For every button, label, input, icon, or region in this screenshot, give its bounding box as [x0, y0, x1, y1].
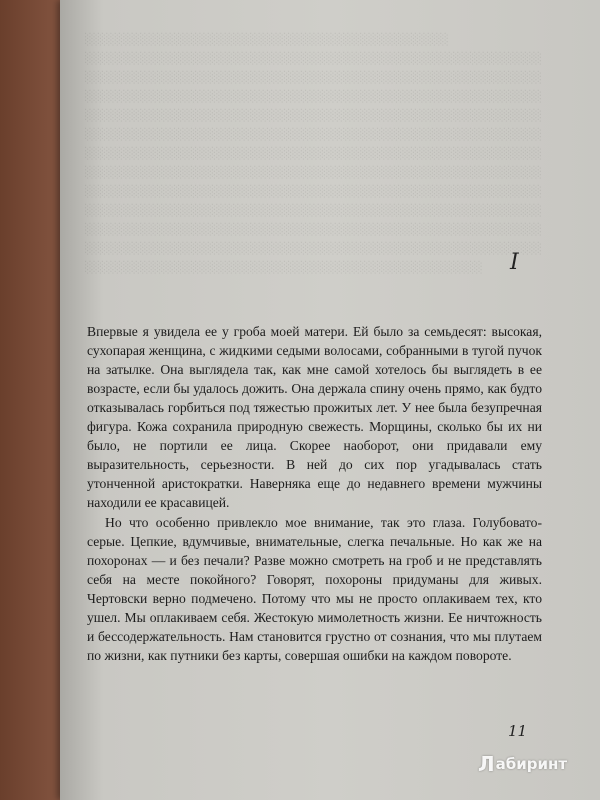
watermark-text: абиринт — [495, 755, 568, 773]
labirint-logo-icon: Л — [478, 752, 495, 776]
chapter-number: I — [510, 250, 519, 275]
body-text — [87, 322, 542, 665]
paragraph-2: Но что особенно привлекло мое внимание, так это глаза. Голубовато-серые. Цепкие, вдумчивые, внимательные, слегка печальные. Но как же на похоронах — и без печали? Разве можно смотреть на гроб и не представлять себя на месте покойного? Говорят, похороны придуманы для живых. Чертовски верно подмечено. Потому что мы не просто оплакиваем тех, кто ушел. Мы оплакиваем себя. Жестокую мимолетность жизни. Ее ничтожность и бессодержательность. Нам становится грустно от сознания, что мы плутаем по жизни, как путники без карты, совершая ошибки на каждом повороте. — [87, 515, 542, 663]
page-number: 11 — [508, 722, 528, 740]
labirint-watermark — [478, 752, 567, 776]
paragraph-1: Впервые я увидела ее у гроба моей матери. Ей было за семьдесят: высокая, сухопарая женщина, с жидкими седыми волосами, собранными в тугой пучок на затылке. Она выглядела так, как мне самой хотелось бы выглядеть в ее возрасте, если бы удалось дожить. Она держала спину очень прямо, как будто отказывалась горбиться под тяжестью прожитых лет. У нее была безупречная фигура. Кожа сохранила природную свежесть. Морщины, сколько бы их ни было, не портили ее лица. Скорее наоборот, они придавали ему выразительность, серьезности. В ней до сих пор угадывалась стать утонченной аристократки. Наверняка еще до недавнего времени мужчины находили ее красавицей. — [87, 324, 542, 510]
bleed-through-text: ░░░░░░░░░░░░░░░░░░░░░░░░░░░░░░░░░░░░░░░░░░░ ░░░░░░░░░░░░░░░░░░░░░░░░░░░░░░░░░░░░░░░░░░░░░░░░░░░░░░ ░░░░░░░░░░░░░░░░░░░░░░░░░░░░░░░░░░░░░░░░░░░░░░░░░░░░░░ ░░░░░░░░░░░░░░░░░░░░░░░░░░░░░░░░░░░░░░░░░░░░░░░░░░░░░░ ░░░░░░░░░░░░░░░░░░░░░░░░░░░░░░░░░░░░░░░░░░░░░░░░░░░░░░ ░░░░░░░░░░░░░░░░░░░░░░░░░░░░░░░░░░░░░░░░░░░░░░░░░░░░░░ ░░░░░░░░░░░░░░░░░░░░░░░░░░░░░░░░░░░░░░░░░░░░░░░░░░░░░░ ░░░░░░░░░░░░░░░░░░░░░░░░░░░░░░░░░░░░░░░░░░░░░░░░░░░░░░ ░░░░░░░░░░░░░░░░░░░░░░░░░░░░░░░░░░░░░░░░░░░░░░░░░░░░░░ ░░░░░░░░░░░░░░░░░░░░░░░░░░░░░░░░░░░░░░░░░░░░░░░░░░░░░░ ░░░░░░░░░░░░░░░░░░░░░░░░░░░░░░░░░░░░░░░░░░░░░░░░░░░░░░ ░░░░░░░░░░░░░░░░░░░░░░░░░░░░░░░░░░░░░░░░░░░░░░░░░░░░░░ ░░░░░░░░░░░░░░░░░░░░░░░░░░░░░░░░░░░░░░░░░░░░░░░ — [85, 33, 542, 274]
